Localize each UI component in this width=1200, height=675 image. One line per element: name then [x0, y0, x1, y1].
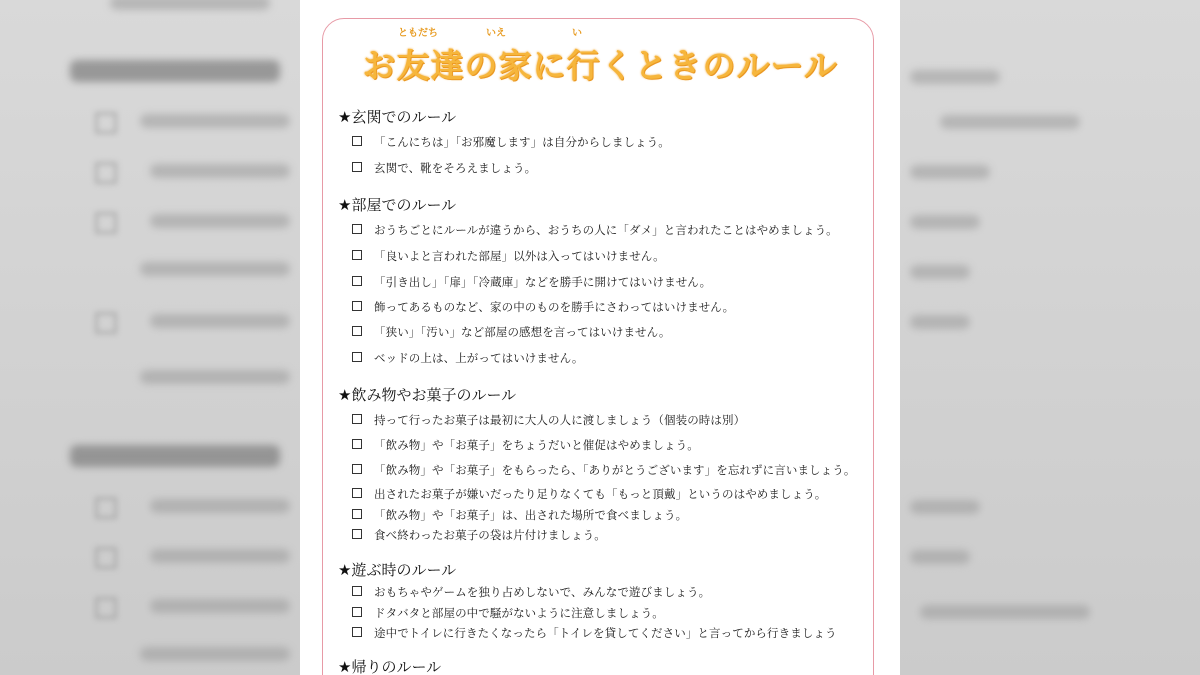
checkbox[interactable] [352, 326, 362, 336]
rule-text: 「飲み物」や「お菓子」をもらったら、「ありがとうございます」を忘れずに言いましょう。 [374, 463, 856, 477]
checkbox[interactable] [352, 607, 362, 617]
rule-item[interactable] [352, 527, 606, 543]
section-heading: ★玄関でのルール [338, 108, 457, 126]
section-play [338, 559, 837, 640]
rule-item[interactable] [352, 134, 670, 150]
rule-text: 出されたお菓子が嫌いだったり足りなくても「もっと頂戴」というのはやめましょう。 [374, 487, 827, 501]
rule-item[interactable] [352, 222, 838, 238]
section-heading: ★帰りのルール [338, 658, 442, 675]
checkbox[interactable] [352, 509, 362, 519]
title-ruby-1: ともだち [398, 28, 438, 39]
checkbox[interactable] [352, 439, 362, 449]
section-heading: ★遊ぶ時のルール [338, 561, 457, 579]
rule-text: 「こんにちは」「お邪魔します」は自分からしましょう。 [374, 135, 670, 149]
section-entrance [338, 106, 670, 175]
rule-text: 「飲み物」や「お菓子」をちょうだいと催促はやめましょう。 [374, 438, 699, 452]
rule-text: ドタバタと部屋の中で騒がないように注意しましょう。 [374, 606, 664, 620]
checkbox[interactable] [352, 488, 362, 498]
checkbox[interactable] [352, 352, 362, 362]
section-snacks [338, 384, 856, 542]
rule-item[interactable] [352, 274, 711, 290]
rule-text: ベッドの上は、上がってはいけません。 [374, 351, 584, 365]
rule-item[interactable] [352, 486, 826, 502]
rule-text: 持って行ったお菓子は最初に大人の人に渡しましょう（個装の時は別） [374, 413, 746, 427]
rule-text: 飾ってあるものなど、家の中のものを勝手にさわってはいけません。 [374, 300, 735, 314]
rule-text: 「飲み物」や「お菓子」は、出された場所で食べましょう。 [374, 508, 688, 522]
rule-item[interactable] [352, 350, 584, 366]
rule-text: 「狭い」「汚い」など部屋の感想を言ってはいけません。 [374, 325, 671, 339]
rule-text: 「良いよと言われた部屋」以外は入ってはいけません。 [374, 249, 665, 263]
checkbox[interactable] [352, 250, 362, 260]
checkbox[interactable] [352, 529, 362, 539]
rule-item[interactable] [352, 507, 687, 523]
rule-item[interactable] [352, 437, 699, 453]
title-ruby-3: い [572, 28, 582, 39]
rule-item[interactable] [352, 605, 664, 621]
section-heading: ★飲み物やお菓子のルール [338, 386, 517, 404]
checkbox[interactable] [352, 414, 362, 424]
blurred-background-right [900, 0, 1200, 675]
blurred-background-left [0, 0, 300, 675]
checkbox[interactable] [352, 627, 362, 637]
checkbox[interactable] [352, 586, 362, 596]
checkbox[interactable] [352, 464, 362, 474]
rules-document [300, 0, 900, 675]
rule-item[interactable] [352, 299, 734, 315]
checkbox[interactable] [352, 224, 362, 234]
title-ruby-2: いえ [486, 28, 506, 39]
section-heading: ★部屋でのルール [338, 196, 457, 214]
rule-item[interactable] [352, 248, 665, 264]
checkbox[interactable] [352, 276, 362, 286]
rule-item[interactable] [352, 324, 671, 340]
rule-text: おうちごとにルールが違うから、おうちの人に「ダメ」と言われたことはやめましょう。 [374, 223, 838, 237]
rule-item[interactable] [352, 584, 710, 600]
rule-item[interactable] [352, 160, 536, 176]
section-room [338, 194, 838, 365]
rule-item[interactable] [352, 412, 745, 428]
page-title: お友達の家に行くときのルール [362, 46, 838, 85]
title-block [300, 26, 900, 87]
rule-text: 途中でトイレに行きたくなったら「トイレを貸してください」と言ってから行きましょう [374, 626, 837, 640]
rule-item[interactable] [352, 462, 855, 478]
rule-text: 玄関で、靴をそろえましょう。 [374, 161, 537, 175]
rule-text: 「引き出し」「扉」「冷蔵庫」などを勝手に開けてはいけません。 [374, 275, 712, 289]
rule-text: おもちゃやゲームを独り占めしないで、みんなで遊びましょう。 [374, 585, 711, 599]
rule-item[interactable] [352, 625, 837, 641]
checkbox[interactable] [352, 136, 362, 146]
section-leaving [338, 656, 441, 675]
checkbox[interactable] [352, 162, 362, 172]
rule-text: 食べ終わったお菓子の袋は片付けましょう。 [374, 528, 606, 542]
checkbox[interactable] [352, 301, 362, 311]
